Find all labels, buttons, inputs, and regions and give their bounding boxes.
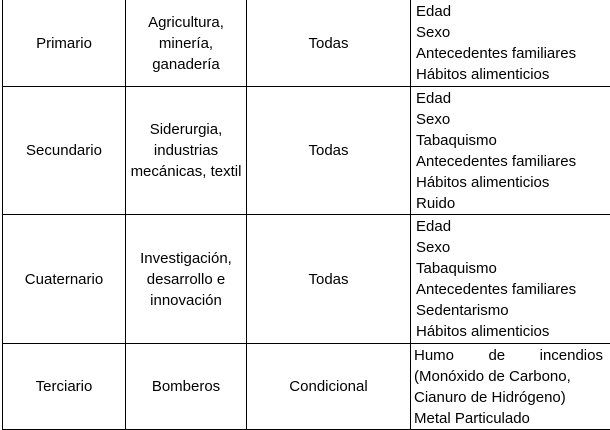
sector-risk-table: [2, 0, 610, 430]
activity-line: innovación: [126, 290, 246, 311]
applies-to-cell: Todas: [247, 0, 411, 87]
factor-item: Sexo: [416, 237, 610, 258]
factor-item: Ruido: [416, 193, 610, 214]
factors-cell: [411, 215, 610, 344]
factor-item: Tabaquismo: [416, 130, 610, 151]
activity-cell: [126, 87, 247, 215]
factor-item: (Monóxido de Carbono,: [414, 366, 603, 387]
activity-line: desarrollo e: [126, 269, 246, 290]
sector-cell: Secundario: [3, 87, 126, 215]
factor-item: Antecedentes familiares: [416, 279, 610, 300]
factor-item: Edad: [416, 1, 610, 22]
activity-line: Agricultura,: [126, 12, 246, 33]
factor-item: Sexo: [416, 109, 610, 130]
activity-cell: [126, 0, 247, 87]
activity-line: Investigación,: [126, 248, 246, 269]
factor-item: Edad: [416, 88, 610, 109]
factor-list: [411, 88, 610, 214]
factors-cell: [411, 344, 610, 430]
factor-item: Humo de incendios: [414, 345, 603, 366]
applies-to-cell: Todas: [247, 87, 411, 215]
activity-cell: [126, 344, 247, 430]
sector-cell: Cuaternario: [3, 215, 126, 344]
table-row: [3, 215, 610, 344]
factor-item: Hábitos alimenticios: [416, 64, 610, 85]
factor-item: Sexo: [416, 22, 610, 43]
factor-item: Antecedentes familiares: [416, 151, 610, 172]
table-row: [3, 87, 610, 215]
table-row: [3, 344, 610, 430]
factor-item: Hábitos alimenticios: [416, 172, 610, 193]
activity-line: Siderurgia,: [126, 119, 246, 140]
activity-cell: [126, 215, 247, 344]
sector-cell: Primario: [3, 0, 126, 87]
factor-item: Antecedentes familiares: [416, 43, 610, 64]
factor-list: [411, 216, 610, 342]
sector-cell: Terciario: [3, 344, 126, 430]
applies-to-cell: Todas: [247, 215, 411, 344]
table-row: [3, 0, 610, 87]
factor-item: Sedentarismo: [416, 300, 610, 321]
activity-line: industrias: [126, 140, 246, 161]
factor-item: Edad: [416, 216, 610, 237]
applies-to-cell: Condicional: [247, 344, 411, 430]
factor-list: [411, 344, 610, 429]
activity-line: ganadería: [126, 54, 246, 75]
factor-list: [411, 1, 610, 85]
factor-item: Cianuro de Hidrógeno): [414, 387, 603, 408]
factor-item: Tabaquismo: [416, 258, 610, 279]
factors-cell: [411, 0, 610, 87]
factors-cell: [411, 87, 610, 215]
activity-line: minería,: [126, 33, 246, 54]
factor-item: Metal Particulado: [414, 408, 603, 429]
factor-item: Hábitos alimenticios: [416, 321, 610, 342]
activity-line: mecánicas, textil: [126, 161, 246, 182]
activity-line: Bomberos: [126, 376, 246, 397]
